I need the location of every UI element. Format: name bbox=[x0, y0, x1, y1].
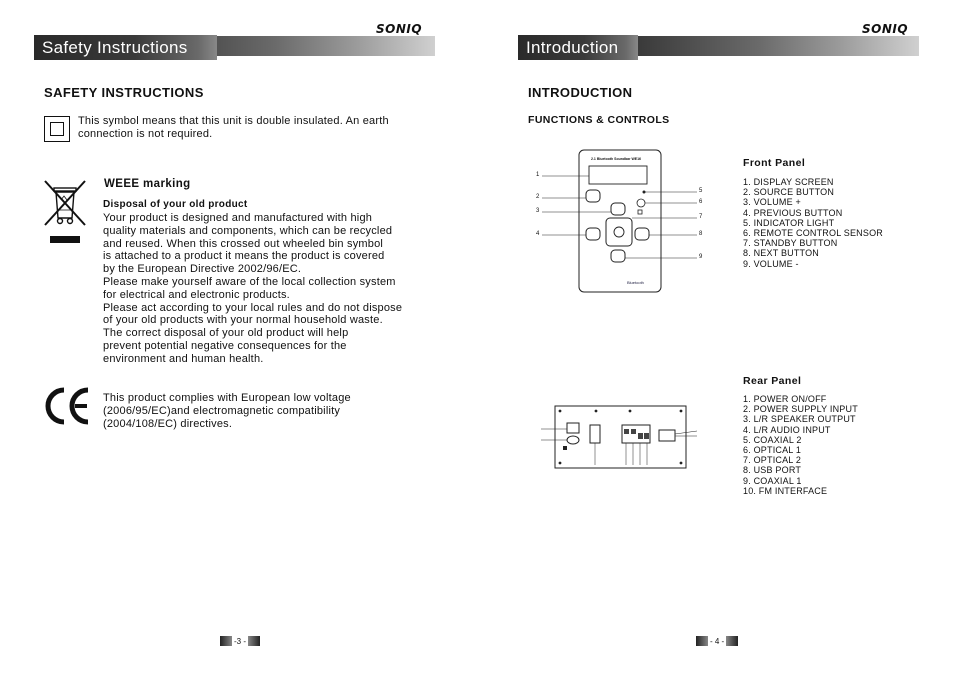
weee-heading: WEEE marking bbox=[104, 178, 191, 190]
rear-panel-list bbox=[743, 394, 858, 496]
brand-logo-right: SONIQ bbox=[862, 22, 909, 36]
front-panel-list bbox=[743, 177, 883, 269]
list-item: 7. OPTICAL 2 bbox=[743, 455, 802, 466]
callout-1: 1 bbox=[536, 172, 540, 178]
front-panel-title: Front Panel bbox=[743, 157, 806, 169]
page-number-left: -3 - bbox=[220, 636, 260, 646]
ce-mark-icon bbox=[42, 386, 94, 426]
weee-subheading: Disposal of your old product bbox=[103, 199, 248, 210]
list-item: 3. VOLUME + bbox=[743, 197, 801, 208]
list-item: 3. L/R SPEAKER OUTPUT bbox=[743, 414, 856, 425]
list-item: 6. REMOTE CONTROL SENSOR bbox=[743, 228, 883, 239]
list-item: 5. INDICATOR LIGHT bbox=[743, 217, 835, 228]
callout-3: 3 bbox=[536, 208, 540, 214]
device-model-label: 2.1 Bluetooth Soundbar WE16 bbox=[591, 157, 641, 161]
page-heading-left: SAFETY INSTRUCTIONS bbox=[44, 85, 204, 100]
ce-text: This product complies with European low voltage (2006/95/EC)and electromagnetic compatibility (2004/108/EC) directives. bbox=[103, 392, 351, 430]
list-item: 9. COAXIAL 1 bbox=[743, 475, 802, 486]
list-item: 5. COAXIAL 2 bbox=[743, 434, 802, 445]
list-item: 7. STANDBY BUTTON bbox=[743, 238, 838, 249]
callout-9: 9 bbox=[699, 254, 703, 260]
list-item: 6. OPTICAL 1 bbox=[743, 445, 802, 456]
page-number-right: - 4 - bbox=[696, 636, 738, 646]
list-item: 10. FM INTERFACE bbox=[743, 485, 828, 496]
callout-5: 5 bbox=[699, 188, 703, 194]
crossed-bin-icon bbox=[40, 178, 90, 248]
list-item: 9. VOLUME - bbox=[743, 258, 799, 269]
list-item: 2. SOURCE BUTTON bbox=[743, 187, 835, 198]
callout-8: 8 bbox=[699, 231, 703, 237]
brand-logo-left: SONIQ bbox=[376, 22, 423, 36]
list-item: 1. POWER ON/OFF bbox=[743, 394, 827, 404]
front-panel-diagram bbox=[533, 148, 708, 296]
page-heading-right: INTRODUCTION bbox=[528, 85, 633, 100]
list-item: 2. POWER SUPPLY INPUT bbox=[743, 404, 858, 415]
double-insulated-text: This symbol means that this unit is double insulated. An earth connection is not required. bbox=[78, 115, 389, 140]
callout-7: 7 bbox=[699, 214, 703, 220]
rear-panel-diagram bbox=[533, 403, 705, 475]
list-item: 1. DISPLAY SCREEN bbox=[743, 177, 834, 187]
banner-title-left: Safety Instructions bbox=[34, 35, 217, 60]
functions-controls-heading: FUNCTIONS & CONTROLS bbox=[528, 114, 670, 126]
list-item: 4. L/R AUDIO INPUT bbox=[743, 424, 831, 435]
bluetooth-label: Bluetooth bbox=[627, 280, 644, 285]
rear-panel-title: Rear Panel bbox=[743, 375, 802, 387]
callout-4: 4 bbox=[536, 231, 540, 237]
list-item: 8. USB PORT bbox=[743, 465, 802, 476]
weee-paragraph: Your product is designed and manufactured with high quality materials and components, which can be recycled and reused. When this crossed out wheeled bin symbol is attached to a product it means the product is covered by the European Directive 2002/96/EC. Please make yourself aware of the local collection system for electrical and electronic products. Please act according to your local rules and do not dispose of your old products with your normal household waste. The correct disposal of your old product will help prevent potential negative consequences for the environment and human health. bbox=[103, 212, 403, 365]
list-item: 4. PREVIOUS BUTTON bbox=[743, 207, 843, 218]
list-item: 8. NEXT BUTTON bbox=[743, 248, 819, 259]
callout-2: 2 bbox=[536, 194, 540, 200]
double-insulated-icon bbox=[44, 116, 70, 142]
callout-6: 6 bbox=[699, 199, 703, 205]
banner-title-right: Introduction bbox=[518, 35, 638, 60]
